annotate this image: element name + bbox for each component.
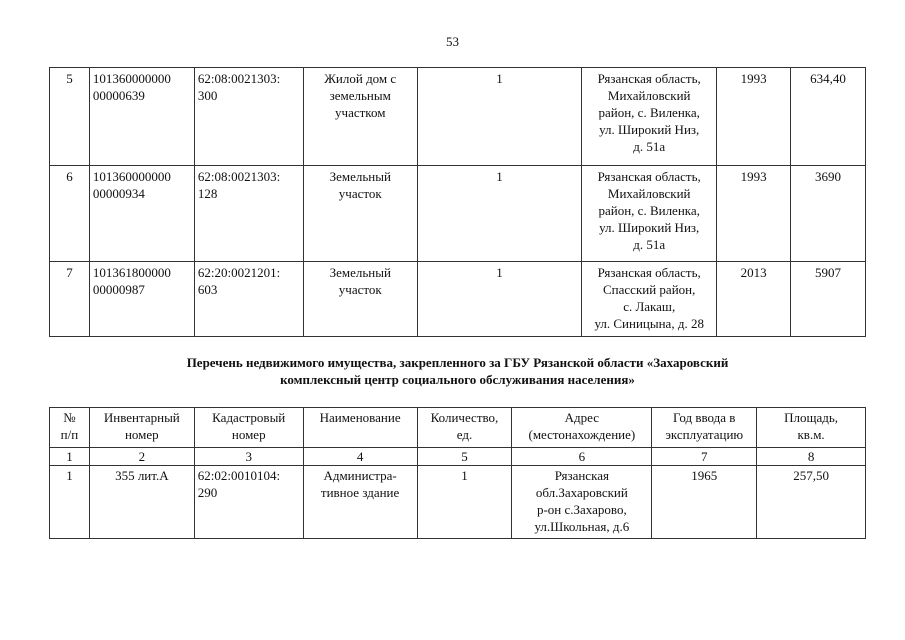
object-name: Администра- тивное здание <box>303 466 417 539</box>
property-table <box>49 407 866 539</box>
quantity: 1 <box>417 262 582 337</box>
object-name: Земельный участок <box>303 166 417 262</box>
cadastral-number: 62:20:0021201: 603 <box>194 262 303 337</box>
row-number: 5 <box>50 68 90 166</box>
commission-year: 1965 <box>652 466 757 539</box>
column-number: 3 <box>194 448 303 466</box>
row-number: 6 <box>50 166 90 262</box>
table-row <box>50 166 866 262</box>
object-name: Жилой дом с земельным участком <box>303 68 417 166</box>
quantity: 1 <box>417 466 512 539</box>
table-row <box>50 466 866 539</box>
cadastral-number: 62:02:0010104: 290 <box>194 466 303 539</box>
area: 257,50 <box>757 466 866 539</box>
cadastral-number: 62:08:0021303: 128 <box>194 166 303 262</box>
column-number: 5 <box>417 448 512 466</box>
inventory-number: 355 лит.А <box>89 466 194 539</box>
inventory-number: 101360000000 00000934 <box>89 166 194 262</box>
quantity: 1 <box>417 68 582 166</box>
address: Рязанская обл.Захаровский р-он с.Захарово, ул.Школьная, д.6 <box>512 466 652 539</box>
header-name: Наименование <box>303 408 417 448</box>
table-header-row <box>50 408 866 448</box>
row-number: 7 <box>50 262 90 337</box>
address: Рязанская область, Михайловский район, с. Виленка, ул. Широкий Низ, д. 51а <box>582 68 717 166</box>
commission-year: 2013 <box>717 262 791 337</box>
address: Рязанская область, Михайловский район, с. Виленка, ул. Широкий Низ, д. 51а <box>582 166 717 262</box>
table-row <box>50 68 866 166</box>
inventory-number: 101360000000 00000639 <box>89 68 194 166</box>
inventory-number: 101361800000 00000987 <box>89 262 194 337</box>
commission-year: 1993 <box>717 166 791 262</box>
page-number: 53 <box>446 34 459 49</box>
table-row <box>50 262 866 337</box>
property-table-continued <box>49 67 866 337</box>
area: 634,40 <box>791 68 866 166</box>
column-number: 2 <box>89 448 194 466</box>
header-cadastral-number: Кадастровый номер <box>194 408 303 448</box>
header-inventory-number: Инвентарный номер <box>89 408 194 448</box>
header-commission-year: Год ввода в эксплуатацию <box>652 408 757 448</box>
quantity: 1 <box>417 166 582 262</box>
area: 3690 <box>791 166 866 262</box>
header-number: № п/п <box>50 408 90 448</box>
column-number: 1 <box>50 448 90 466</box>
header-area: Площадь, кв.м. <box>757 408 866 448</box>
area: 5907 <box>791 262 866 337</box>
column-number: 6 <box>512 448 652 466</box>
header-quantity: Количество, ед. <box>417 408 512 448</box>
column-number: 4 <box>303 448 417 466</box>
object-name: Земельный участок <box>303 262 417 337</box>
commission-year: 1993 <box>717 68 791 166</box>
section-title: Перечень недвижимого имущества, закрепленного за ГБУ Рязанской области «Захаровский комплексный центр социального обслуживания населения» <box>186 355 729 387</box>
cadastral-number: 62:08:0021303: 300 <box>194 68 303 166</box>
header-address: Адрес (местонахождение) <box>512 408 652 448</box>
column-number-row <box>50 448 866 466</box>
address: Рязанская область, Спасский район, с. Лакаш, ул. Синицына, д. 28 <box>582 262 717 337</box>
column-number: 8 <box>757 448 866 466</box>
row-number: 1 <box>50 466 90 539</box>
column-number: 7 <box>652 448 757 466</box>
